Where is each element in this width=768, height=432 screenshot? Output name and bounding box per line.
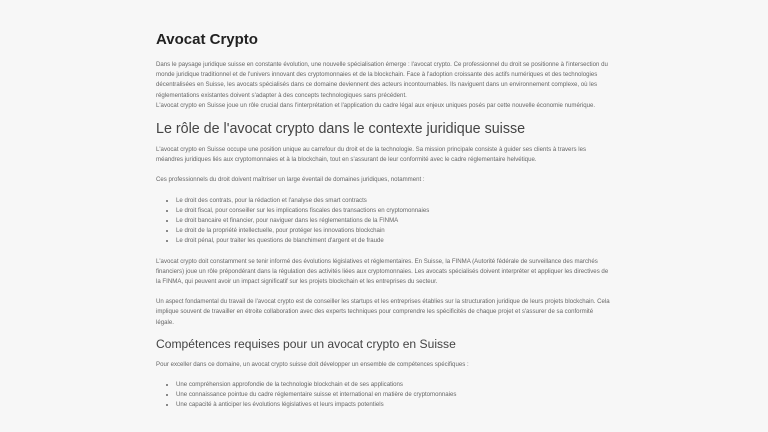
role-paragraph-3: L'avocat crypto doit constamment se tenir informé des évolutions législatives et réglementaires. En Suisse, la FINMA (Autorité fédérale de surveillance des marchés financiers) joue un rôle prépondérant dans la régulation des activités liées aux cryptomonnaies. Les avocats spécialisés doivent interpréter et appliquer les directives de la FINMA, qui peuvent avoir un impact significatif sur les projets blockchain et les entreprises du secteur. (156, 257, 609, 286)
intro-paragraph-1: Dans le paysage juridique suisse en constante évolution, une nouvelle spécialisation émerge : l'avocat crypto. Ce professionnel du droit se positionne à l'intersection du monde juridique traditionnel et de l'univers innovant des cryptomonnaies et de la blockchain. Face à l'adoption croissante des actifs numériques et des technologies décentralisées en Suisse, les avocats spécialisés dans ce domaine deviennent des acteurs incontournables. Ils naviguent dans un environnement complexe, où les réglementations existantes doivent s'adapter à des concepts technologiques sans précédent. (156, 61, 608, 99)
section-heading-role: Le rôle de l'avocat crypto dans le contexte juridique suisse (156, 121, 526, 138)
law-domains-list (156, 196, 612, 247)
list-item: • Le droit des contrats, pour la rédaction et l'analyse des smart contracts (176, 196, 612, 206)
list-item: • Une capacité à anticiper les évolutions législatives et leurs impacts potentiels (176, 400, 612, 410)
list-item: • Une connaissance pointue du cadre réglementaire suisse et international en matière de cryptomonnaies (176, 390, 612, 400)
skills-list (156, 380, 612, 411)
list-item: • Une compréhension approfondie de la technologie blockchain et de ses applications (176, 380, 612, 390)
list-item: • Le droit de la propriété intellectuelle, pour protéger les innovations blockchain (176, 226, 612, 236)
skills-paragraph-1: Pour exceller dans ce domaine, un avocat crypto suisse doit développer un ensemble de compétences spécifiques : (156, 360, 469, 368)
page-title: Avocat Crypto (156, 31, 258, 48)
list-item: • Le droit bancaire et financier, pour naviguer dans les réglementations de la FINMA (176, 216, 612, 226)
article (156, 0, 612, 411)
role-paragraph-1: L'avocat crypto en Suisse occupe une position unique au carrefour du droit et de la technologie. Sa mission principale consiste à guider ses clients à travers les méandres juridiques liés aux cryptomonnaies et à la blockchain, tout en s'assurant de leur conformité avec le cadre réglementaire helvétique. (156, 146, 587, 164)
intro-paragraph-2: L'avocat crypto en Suisse joue un rôle crucial dans l'interprétation et l'application du cadre légal aux enjeux uniques posés par cette nouvelle économie numérique. (156, 101, 596, 109)
list-item: • Le droit fiscal, pour conseiller sur les implications fiscales des transactions en cryptomonnaies (176, 206, 612, 216)
list-item: • Le droit pénal, pour traiter les questions de blanchiment d'argent et de fraude (176, 236, 612, 246)
section-heading-skills: Compétences requises pour un avocat crypto en Suisse (156, 336, 456, 351)
role-paragraph-4: Un aspect fondamental du travail de l'avocat crypto est de conseiller les startups et les entreprises établies sur la structuration juridique de leurs projets blockchain. Cela implique souvent de travailler en étroite collaboration avec des experts techniques pour comprendre les spécificités de chaque projet et s'assurer de sa conformité légale. (156, 298, 610, 326)
role-paragraph-2: Ces professionnels du droit doivent maîtriser un large éventail de domaines juridiques, notamment : (156, 176, 425, 184)
